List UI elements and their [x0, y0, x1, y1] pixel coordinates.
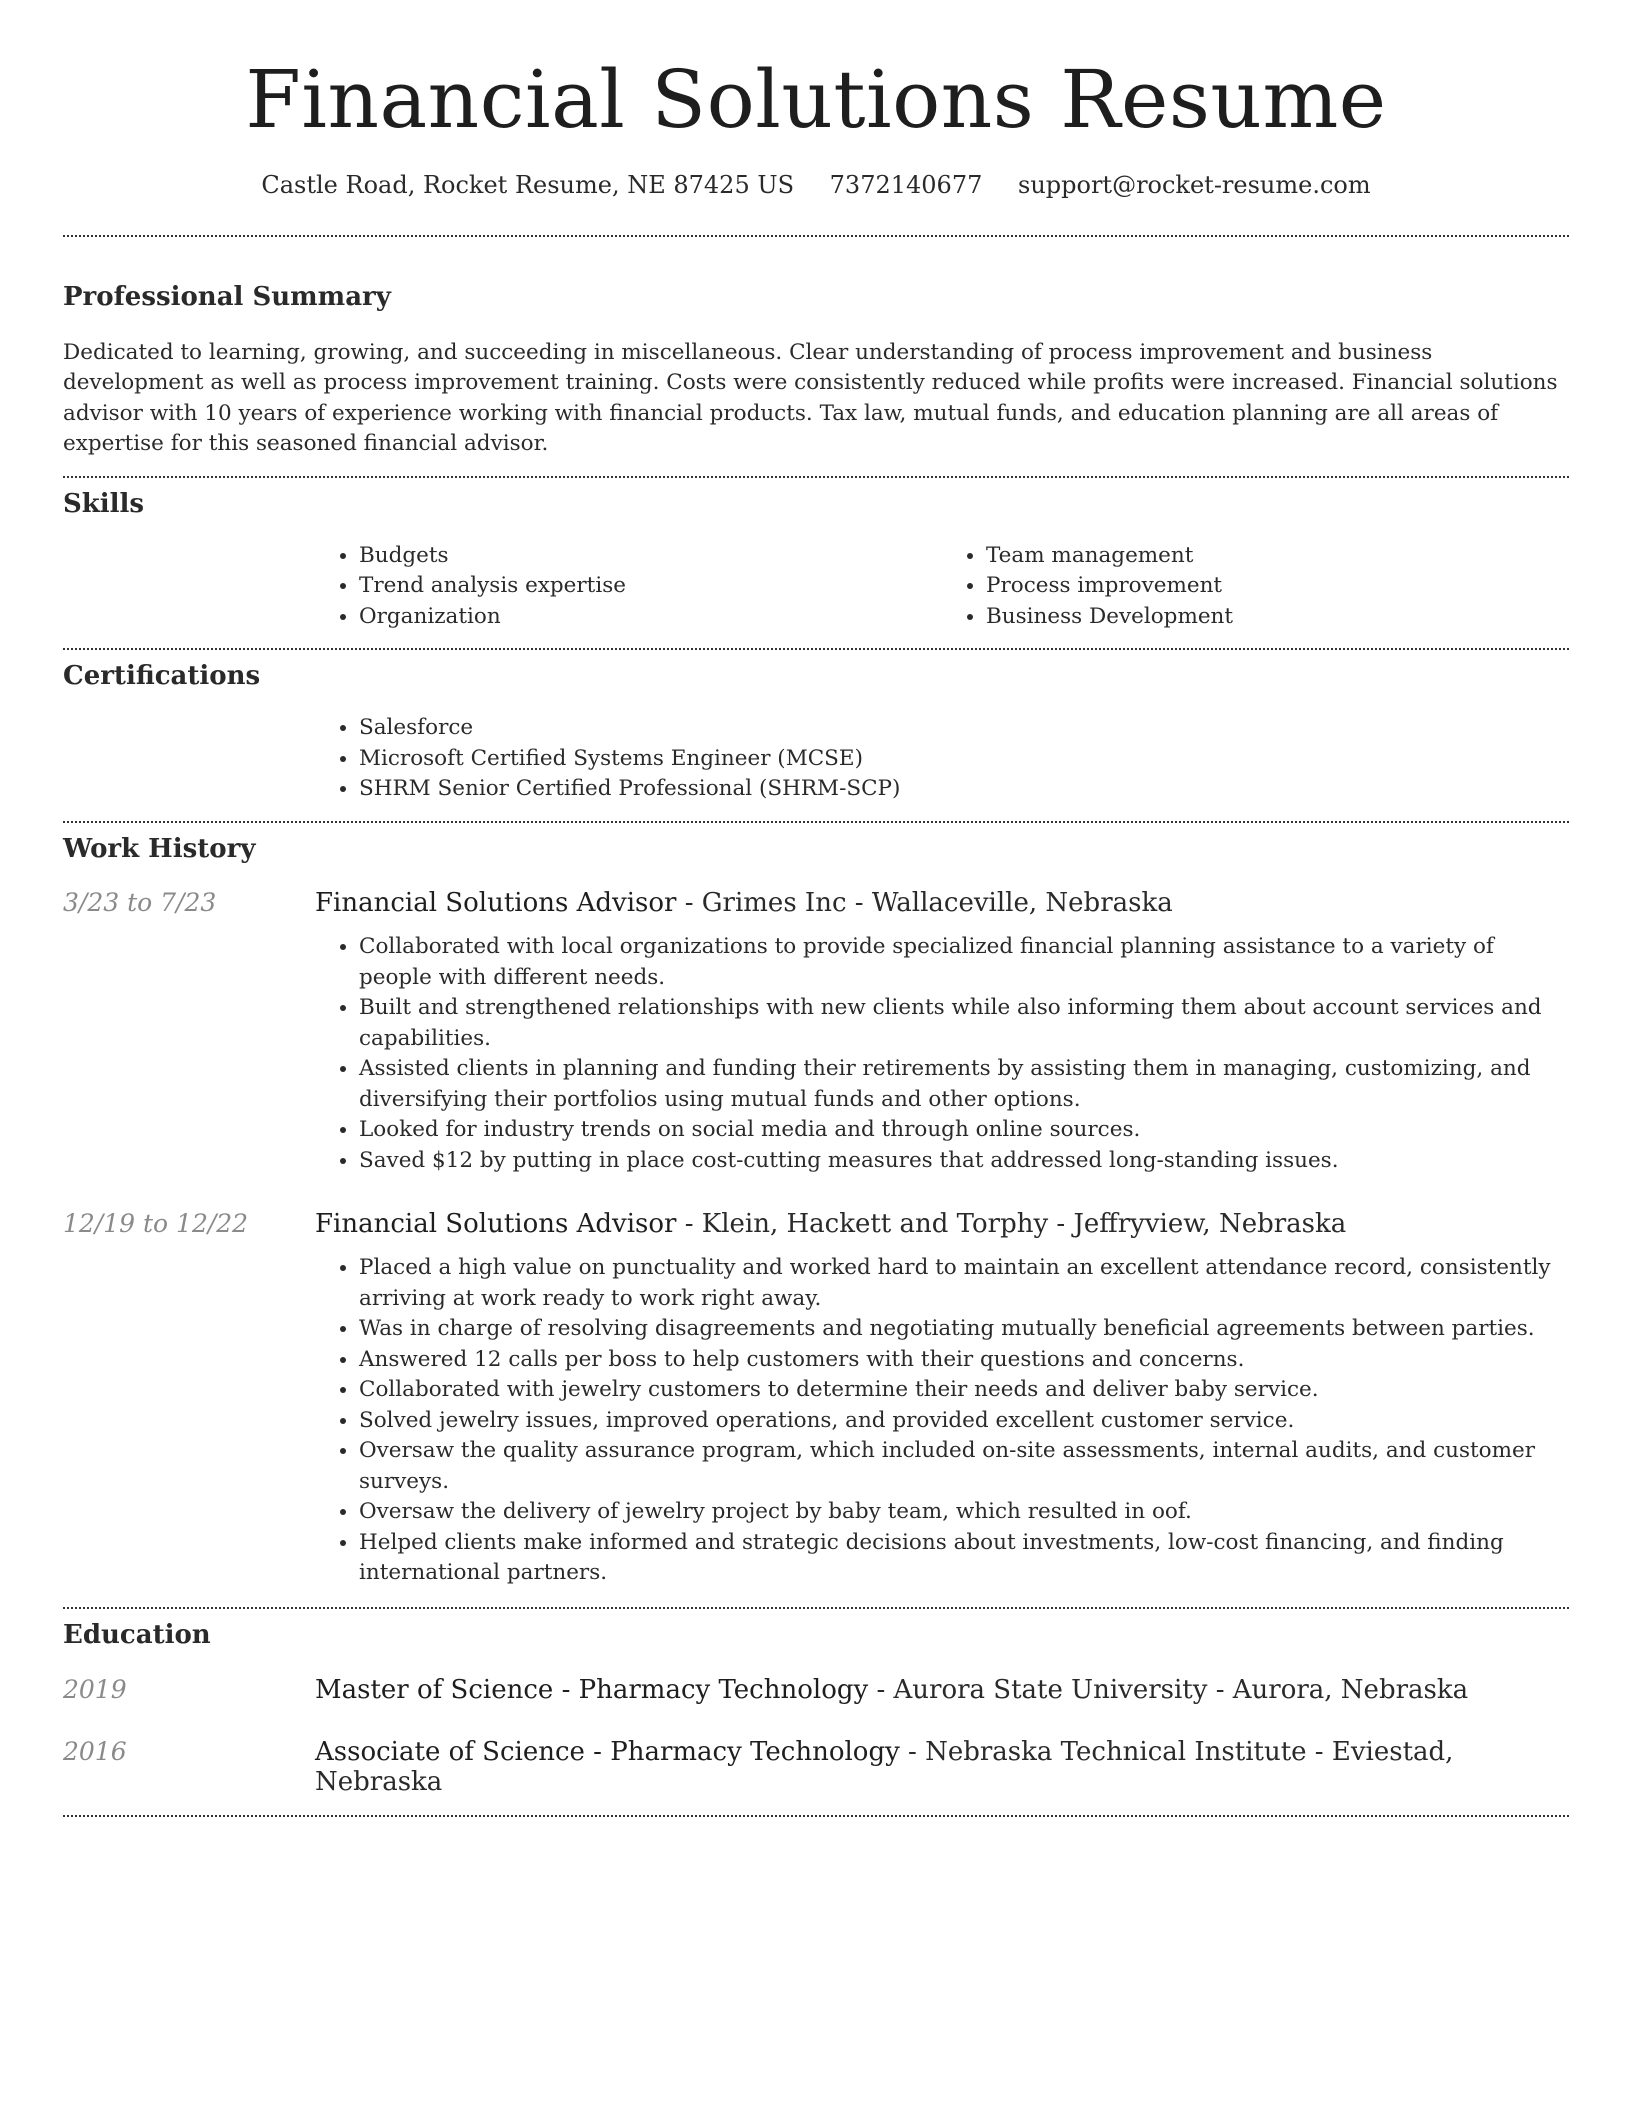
summary-text: Dedicated to learning, growing, and succeeding in miscellaneous. Clear understanding of process improvement and business development as well as process improvement training. Costs were consistently reduced while profits were increased. Financial solutions advisor with 10 years of experience working with financial products. Tax law, mutual funds, and education planning are all areas of expertise for this seasoned financial advisor.: [63, 339, 1558, 457]
job-bullets: [315, 932, 1569, 1176]
job-bullet: • Solved jewelry issues, improved operations, and provided excellent customer service.: [359, 1406, 1569, 1437]
contact-address: Castle Road, Rocket Resume, NE 87425 US: [261, 171, 795, 199]
education-date: 2016: [63, 1736, 127, 1766]
education-degree: Associate of Science - Pharmacy Technology: [315, 1736, 900, 1767]
job-bullets: [315, 1253, 1569, 1589]
education-entry: [63, 1737, 1569, 1797]
skills-grid: [315, 541, 1569, 633]
summary-heading: Professional Summary: [63, 282, 391, 313]
job-bullet: • Built and strengthened relationships with new clients while also informing them about account services and capabilities.: [359, 993, 1569, 1054]
job-details: - Grimes Inc - Wallaceville, Nebraska: [676, 888, 1173, 919]
education-line: [315, 1737, 1569, 1797]
education-heading: Education: [63, 1619, 211, 1650]
job-entry: [63, 888, 1569, 1176]
job-heading-line: [315, 888, 1173, 918]
skill-item: • Trend analysis expertise: [359, 571, 942, 602]
job-bullet: • Saved $12 by putting in place cost-cutting measures that addressed long-standing issues.: [359, 1146, 1569, 1177]
education-details: - Aurora State University - Aurora, Nebraska: [868, 1674, 1469, 1705]
education-date: 2019: [63, 1674, 127, 1704]
job-bullet: • Collaborated with jewelry customers to determine their needs and deliver baby service.: [359, 1375, 1569, 1406]
certifications-heading: Certifications: [63, 661, 261, 692]
skill-item: • Budgets: [359, 541, 942, 572]
skills-list-right: [942, 541, 1569, 633]
skill-item: • Team management: [986, 541, 1569, 572]
contact-email: support@rocket-resume.com: [1018, 171, 1371, 199]
job-entry: [63, 1209, 1569, 1589]
job-bullet: • Answered 12 calls per boss to help customers with their questions and concerns.: [359, 1345, 1569, 1376]
work-section: [63, 823, 1569, 1589]
job-bullet: • Was in charge of resolving disagreements and negotiating mutually beneficial agreements between parties.: [359, 1314, 1569, 1345]
divider: [63, 1815, 1569, 1817]
job-bullet: • Looked for industry trends on social media and through online sources.: [359, 1115, 1569, 1146]
job-bullet: • Helped clients make informed and strategic decisions about investments, low-cost financing, and finding international partners.: [359, 1528, 1569, 1589]
job-header: [63, 888, 1569, 918]
job-bullet: • Oversaw the delivery of jewelry project by baby team, which resulted in oof.: [359, 1497, 1569, 1528]
skills-section: [63, 478, 1569, 632]
certification-item: • Salesforce: [359, 713, 1569, 744]
job-details: - Klein, Hackett and Torphy - Jeffryview, Nebraska: [676, 1209, 1347, 1240]
job-heading-line: [315, 1209, 1346, 1239]
work-heading: Work History: [63, 833, 256, 864]
job-title: Financial Solutions Advisor: [315, 888, 677, 919]
certification-item: • SHRM Senior Certified Professional (SHRM-SCP): [359, 774, 1569, 805]
education-entry: [63, 1675, 1569, 1705]
job-bullet: • Oversaw the quality assurance program, which included on-site assessments, internal audits, and customer surveys.: [359, 1436, 1569, 1497]
job-date: 12/19 to 12/22: [63, 1209, 249, 1239]
job-date: 3/23 to 7/23: [63, 888, 217, 918]
contact-phone: 7372140677: [829, 171, 983, 199]
job-header: [63, 1209, 1569, 1239]
skills-heading: Skills: [63, 488, 145, 519]
job-title: Financial Solutions Advisor: [315, 1209, 677, 1240]
education-details: - Nebraska Technical Institute - Eviestad, Nebraska: [315, 1736, 1454, 1797]
education-line: [315, 1675, 1468, 1705]
certifications-list: [315, 713, 1569, 805]
job-bullet: • Collaborated with local organizations to provide specialized financial planning assistance to a variety of people with different needs.: [359, 932, 1569, 993]
skill-item: • Process improvement: [986, 571, 1569, 602]
education-section: [63, 1609, 1569, 1797]
resume-title: Financial Solutions Resume: [245, 53, 1387, 146]
contact-line: [63, 170, 1569, 201]
skill-item: • Organization: [359, 602, 942, 633]
certifications-section: [63, 650, 1569, 804]
job-bullet: • Placed a high value on punctuality and worked hard to maintain an excellent attendance record, consistently arriving at work ready to work right away.: [359, 1253, 1569, 1314]
skill-item: • Business Development: [986, 602, 1569, 633]
skills-list-left: [315, 541, 942, 633]
certification-item: • Microsoft Certified Systems Engineer (MCSE): [359, 744, 1569, 775]
education-degree: Master of Science - Pharmacy Technology: [315, 1674, 869, 1705]
job-bullet: • Assisted clients in planning and funding their retirements by assisting them in managing, customizing, and diversifying their portfolios using mutual funds and other options.: [359, 1054, 1569, 1115]
summary-section: [63, 237, 1569, 460]
